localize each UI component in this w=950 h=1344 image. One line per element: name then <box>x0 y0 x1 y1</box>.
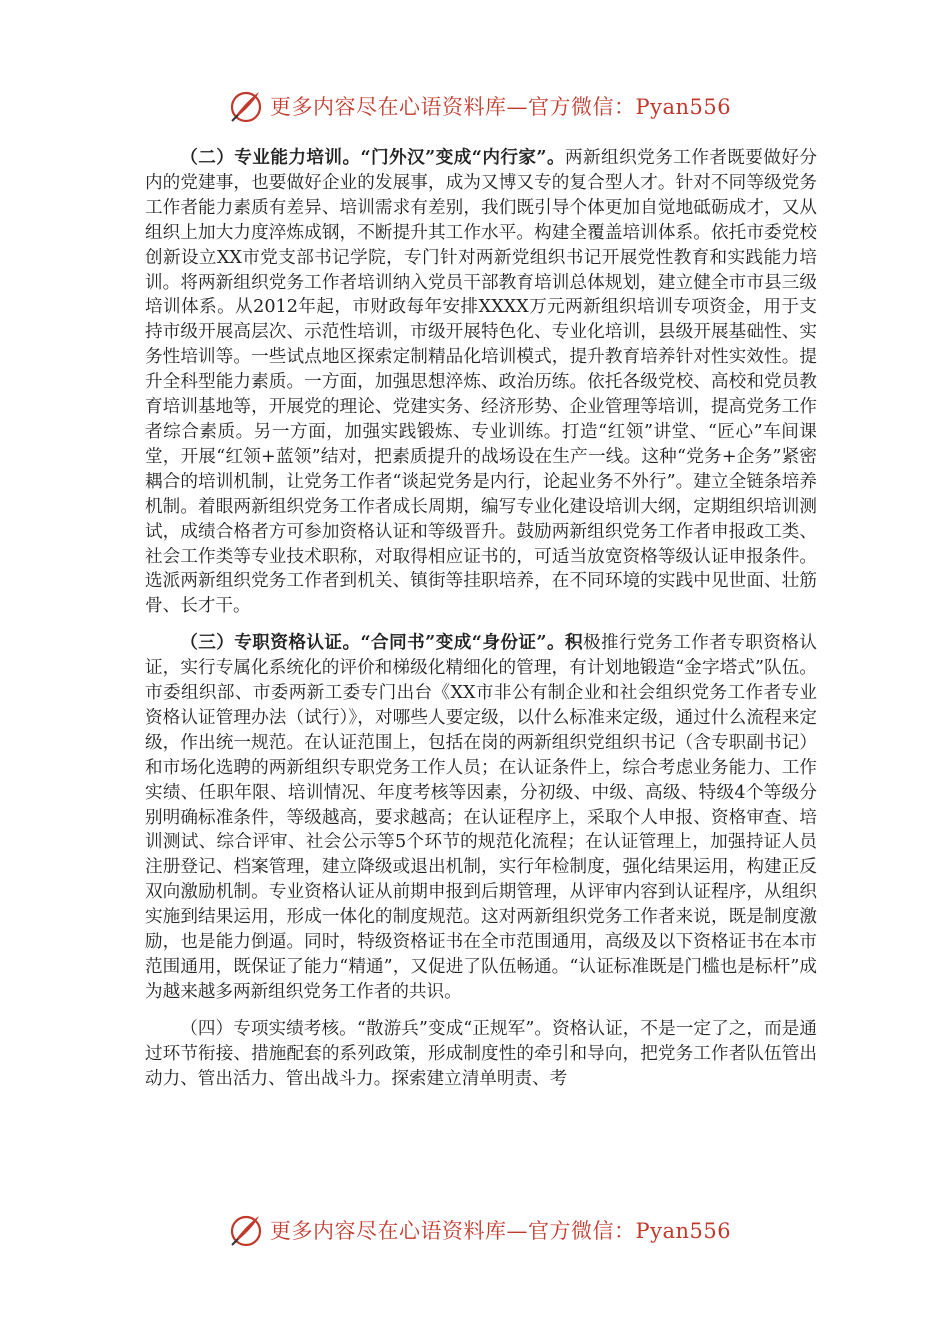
document-body <box>145 146 817 1104</box>
footer-banner-text: 更多内容尽在心语资料库—官方微信：Pyan556 <box>270 1219 732 1243</box>
paragraph-text: 极推行党务工作者专职资格认证，实行专属化系统化的评价和梯级化精细化的管理，有计划地锻造“金字塔式”队伍。市委组织部、市委两新工委专门出台《XX市非公有制企业和社会组织党务工作者专业资格认证管理办法（试行）》，对哪些人要定级，以什么标准来定级，通过什么流程来定级，作出统一规范。在认证范围上，包括在岗的两新组织党组织书记（含专职副书记）和市场化选聘的两新组织专职党务工作人员；在认证条件上，综合考虑业务能力、工作实绩、任职年限、培训情况、年度考核等因素，分初级、中级、高级、特级4个等级分别明确标准条件，等级越高，要求越高；在认证程序上，采取个人申报、资格审查、培训测试、综合评审、社会公示等5个环节的规范化流程；在认证管理上，加强持证人员注册登记、档案管理，建立降级或退出机制，实行年检制度，强化结果运用，构建正反双向激励机制。专业资格认证从前期申报到后期管理，从评审内容到认证程序，从组织实施到结果运用，形成一体化的制度规范。这对两新组织党务工作者来说，既是制度激励，也是能力倒逼。同时，特级资格证书在全市范围通用，高级及以下资格证书在本市范围通用，既保证了能力“精通”，又促进了队伍畅通。“认证标准既是门槛也是标杆”成为越来越多两新组织党务工作者的共识。 <box>145 633 817 1002</box>
paragraph-text: 两新组织党务工作者既要做好分内的党建事，也要做好企业的发展事，成为又博又专的复合型人才。针对不同等级党务工作者能力素质有差异、培训需求有差别，我们既引导个体更加自觉地砥砺成才，又从组织上加大力度淬炼成钢，不断提升其工作水平。构建全覆盖培训体系。依托市委党校创新设立XX市党支部书记学院，专门针对两新党组织书记开展党性教育和实践能力培训。将两新组织党务工作者培训纳入党员干部教育培训总体规划，建立健全市市县三级培训体系。从2012年起，市财政每年安排XXXX万元两新组织培训专项资金，用于支持市级开展高层次、示范性培训，市级开展特色化、专业化培训，县级开展基础性、实务性培训等。一些试点地区探索定制精品化培训模式，提升教育培养针对性实效性。提升全科型能力素质。一方面，加强思想淬炼、政治历练。依托各级党校、高校和党员教育培训基地等，开展党的理论、党建实务、经济形势、企业管理等培训，提高党务工作者综合素质。另一方面，加强实践锻炼、专业训练。打造“红领”讲堂、“匠心”车间课堂，开展“红领+蓝领”结对，把素质提升的战场设在生产一线。这种“党务+企务”紧密耦合的培训机制，让党务工作者“谈起党务是内行，论起业务不外行”。建立全链条培养机制。着眼两新组织党务工作者成长周期，编写专业化建设培训大纲，定期组织培训测试，成绩合格者方可参加资格认证和等级晋升。鼓励两新组织党务工作者申报政工类、社会工作类等专业技术职称，对取得相应证书的，可适当放宽资格等级认证申报条件。选派两新组织党务工作者到机关、镇街等挂职培养，在不同环境的实践中见世面、壮筋骨、长才干。 <box>145 148 817 617</box>
paragraph-heading: （三）专职资格认证。“合同书”变成“身份证”。积 <box>180 632 584 654</box>
paragraph-performance-assessment <box>145 1017 817 1092</box>
footer-banner <box>228 1210 731 1250</box>
paragraph-qualification-certification <box>145 631 817 1005</box>
header-banner-text: 更多内容尽在心语资料库—官方微信：Pyan556 <box>270 95 732 119</box>
paragraph-professional-training <box>145 146 817 619</box>
header-banner <box>228 86 731 126</box>
paragraph-text: （四）专项实绩考核。“散游兵”变成“正规军”。资格认证，不是一定了之，而是通过环节衔接、措施配套的系列政策，形成制度性的牵引和导向，把党务工作者队伍管出动力、管出活力、管出战斗力。探索建立清单明责、考 <box>145 1018 817 1089</box>
quill-pen-logo-icon <box>228 88 264 124</box>
paragraph-heading: （二）专业能力培训。“门外汉”变成“内行家”。 <box>180 147 565 168</box>
quill-pen-logo-icon <box>228 1212 264 1248</box>
